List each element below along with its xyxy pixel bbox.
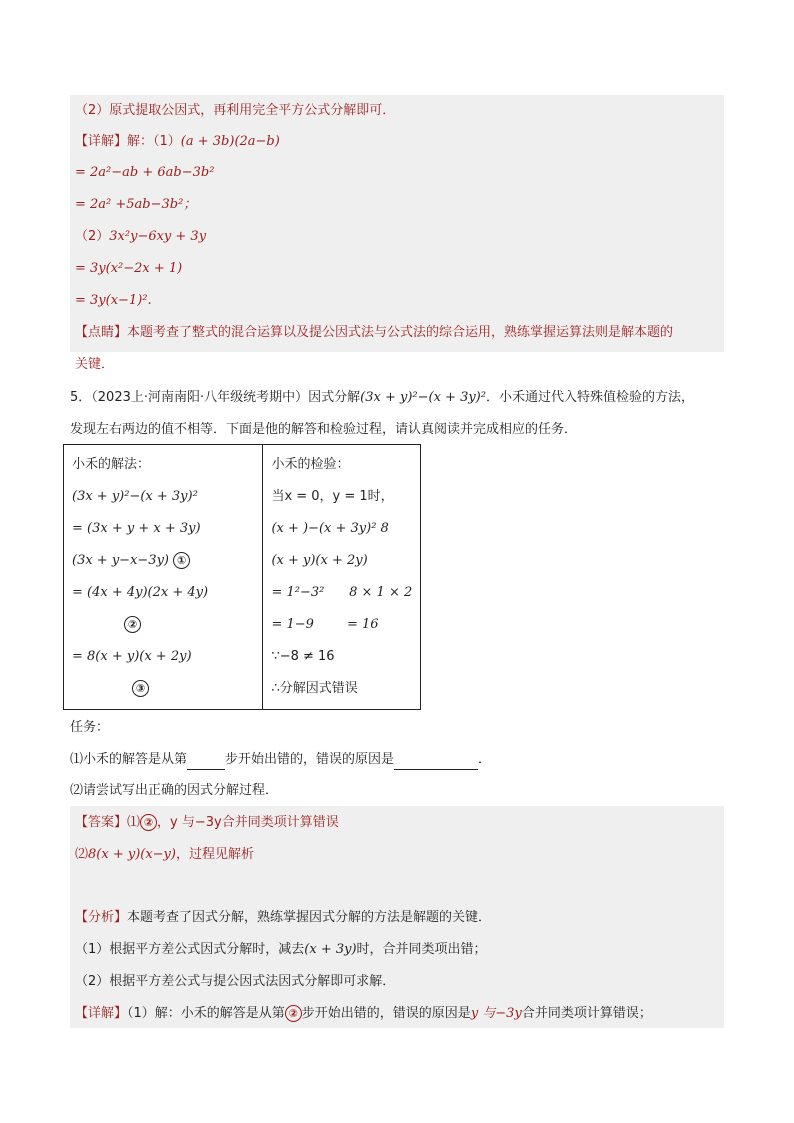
task-1-text-a: ⑴小禾的解答是从第 (70, 752, 188, 767)
solution-step-1: (3x + y)²−(x + 3y)² (72, 489, 198, 504)
check-line-2: (x + )−(x + 3y)² 8 (271, 521, 389, 536)
analysis-1 (75, 940, 487, 960)
solution-step-3-formula: (3x + y−x−3y) (72, 553, 169, 568)
task-2: ⑵请尝试写出正确的因式分解过程． (70, 783, 279, 798)
step-mark-3-wrap (132, 679, 149, 699)
task-1-blank-step[interactable] (187, 755, 225, 770)
solution-step-2: = (3x + y + x + 3y) (72, 521, 201, 536)
check-cell (263, 445, 421, 710)
formula-d-prefix: （2） (75, 229, 110, 244)
comment-tag: 【点睛】 (75, 325, 128, 340)
solution-step-5: = 8(x + y)(x + 2y) (72, 649, 192, 664)
problem-number: 5． (70, 390, 92, 405)
comment-text-1: 本题考查了整式的混合运算以及提公因式法与公式法的综合运用，熟练掌握运算法则是解本题的 (127, 325, 674, 340)
check-line-3: (x + y)(x + 2y) (271, 553, 368, 568)
formula-e: = 3y(x²−2x + 1) (75, 261, 183, 276)
analysis-1-text-a: （1）根据平方差公式因式分解时，减去 (75, 942, 305, 957)
detail-answer-text-b: 步开始出错的，错误的原因是 (301, 1006, 471, 1021)
solution-title: 小禾的解法： (72, 457, 151, 472)
answer-2-text: ，过程见解析 (175, 847, 254, 862)
formula-a: (a + 3b)(2a−b) (180, 134, 280, 149)
answer-2-prefix: ⑵ (75, 847, 89, 862)
detail-tag: 【详解】 (75, 134, 128, 149)
detail-answer-text-c: 合并同类项计算错误； (521, 1006, 652, 1021)
analysis-tag: 【分析】 (75, 910, 128, 925)
answer-2-formula: 8(x + y)(x−y) (88, 847, 176, 862)
formula-f: = 3y(x−1)². (75, 293, 152, 308)
formula-d-line (75, 227, 206, 247)
solution-step-4: = (4x + 4y)(2x + 4y) (72, 585, 209, 600)
analysis-text: 本题考查了因式分解，熟练掌握因式分解的方法是解题的关键． (127, 910, 492, 925)
tasks-heading: 任务： (70, 720, 110, 735)
formula-c: = 2a² +5ab−3b²； (75, 197, 197, 212)
detail-intro: 解：（1） (127, 134, 181, 149)
detail-answer-text-a: （1）解：小禾的解答是从第 (127, 1006, 285, 1021)
detail-answer-line (75, 1004, 652, 1024)
check-line-5: = 1−9 = 16 (271, 617, 379, 632)
task-1-blank-reason[interactable] (394, 755, 478, 770)
analysis-2: （2）根据平方差公式与提公因式法因式分解即可求解． (75, 974, 396, 989)
step-mark-2: ② (124, 616, 141, 633)
check-title: 小禾的检验： (271, 457, 350, 472)
answer-1-prefix: ⑴ (127, 815, 141, 830)
step-mark-3: ③ (132, 680, 149, 697)
task-1 (70, 750, 491, 770)
step-mark-2-wrap (124, 615, 141, 635)
check-line-4: = 1²−3² 8 × 1 × 2 (271, 585, 413, 600)
check-line-6: ∵−8 ≠ 16 (271, 649, 335, 664)
comment-line-1 (75, 323, 673, 343)
stem-text-a: 因式分解 (308, 390, 361, 405)
analysis-1-text-b: 时，合并同类项出错； (356, 942, 487, 957)
analysis-1-formula: (x + 3y) (304, 942, 357, 957)
detail-line (75, 132, 280, 152)
solution-table (63, 444, 421, 710)
answer-line-2 (75, 845, 254, 865)
detail-answer-circle: ② (285, 1005, 302, 1022)
task-1-text-c: ． (478, 752, 492, 767)
comment-line-2: 关键． (75, 357, 115, 372)
stem-formula: (3x + y)²−(x + 3y)² (360, 390, 486, 405)
analysis-line (75, 908, 491, 928)
answer-1-circle: ② (140, 814, 157, 831)
formula-d: 3x²y−6xy + 3y (109, 229, 207, 244)
stem-text-c: ．小禾通过代入特殊值检验的方法， (485, 390, 694, 405)
solution-step-3 (72, 551, 190, 571)
solution-cell (64, 445, 263, 710)
detail-answer-tag: 【详解】 (75, 1006, 128, 1021)
problem-stem-1 (70, 388, 694, 408)
hint-line-2: （2）原式提取公因式，再利用完全平方公式分解即可． (75, 103, 396, 118)
check-line-1: 当x = 0，y = 1时， (271, 489, 394, 504)
answer-line-1 (75, 813, 339, 833)
problem-stem-2: 发现左右两边的值不相等．下面是他的解答和检验过程，请认真阅读并完成相应的任务． (70, 422, 578, 437)
answer-tag: 【答案】 (75, 815, 128, 830)
answer-1-text: ，y 与−3y合并同类项计算错误 (157, 815, 339, 830)
formula-b: = 2a²−ab + 6ab−3b² (75, 165, 215, 180)
check-line-7: ∴分解因式错误 (271, 681, 358, 696)
problem-source: （2023上·河南南阳·八年级统考期中） (91, 390, 309, 405)
detail-answer-formula: y 与−3y (470, 1006, 522, 1021)
task-1-text-b: 步开始出错的，错误的原因是 (225, 752, 395, 767)
step-mark-1: ① (173, 552, 190, 569)
